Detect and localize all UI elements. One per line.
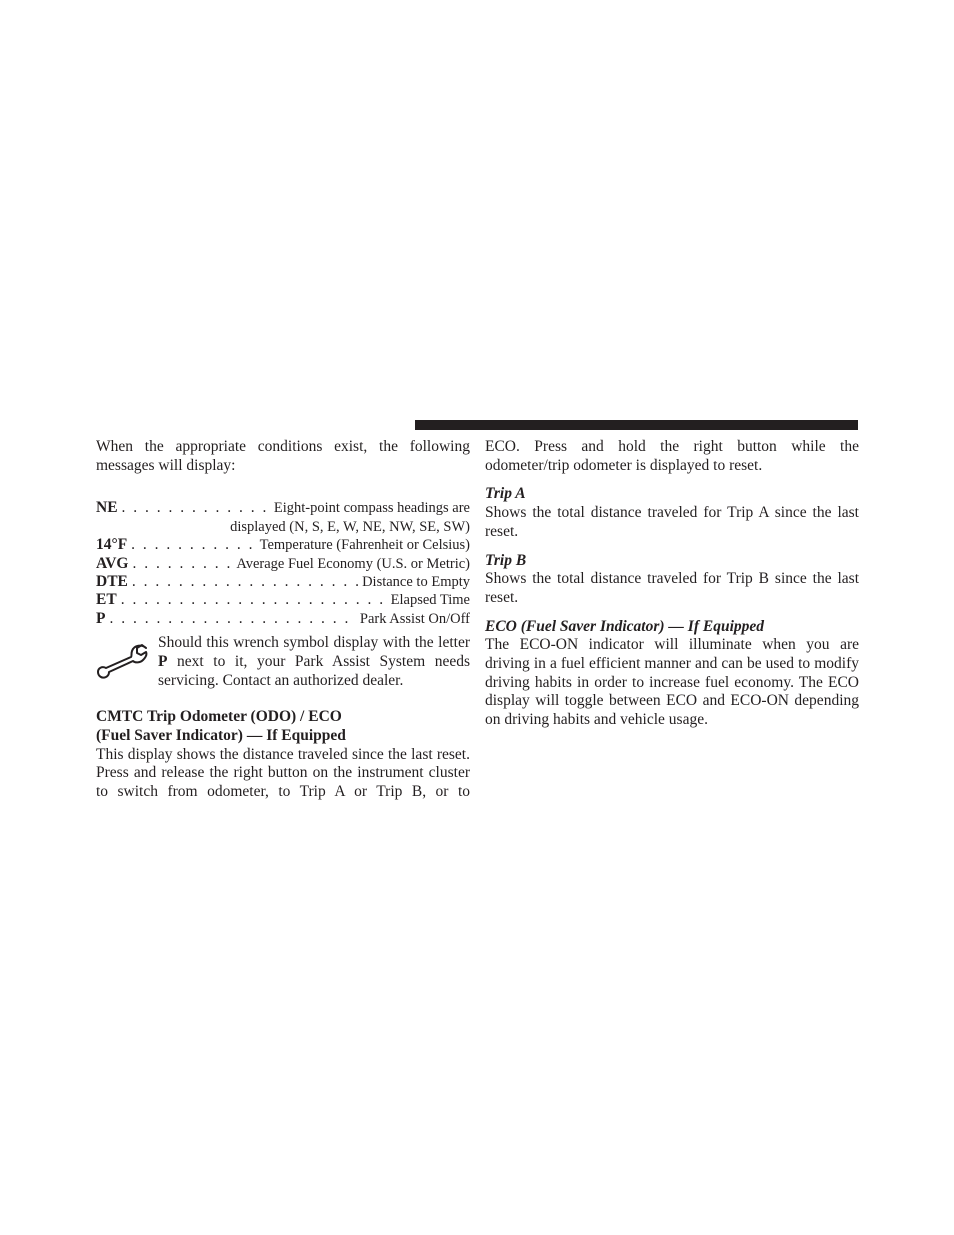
eco-title: ECO (Fuel Saver Indicator) — If Equipped	[485, 617, 765, 635]
message-definition: Distance to Empty	[362, 573, 470, 590]
dot-leader	[122, 499, 270, 518]
trip-b-body: Shows the total distance traveled for Trip B since the last reset.	[485, 570, 859, 606]
message-term: 14°F	[96, 536, 128, 554]
wrench-notice-text: Should this wrench symbol display with the letter P next to it, your Park Assist System needs servicing. Contact an authorized dealer.	[158, 634, 470, 689]
list-item	[96, 555, 470, 573]
list-item	[96, 573, 470, 591]
list-item	[96, 499, 470, 517]
message-list	[96, 499, 470, 628]
message-definition: Average Fuel Economy (U.S. or Metric)	[236, 555, 470, 572]
wrench-icon	[96, 634, 158, 690]
list-item	[96, 591, 470, 609]
message-definition: Eight-point compass headings are	[273, 500, 470, 517]
wrench-letter: P	[158, 652, 168, 670]
message-term: NE	[96, 499, 118, 517]
list-item	[96, 536, 470, 554]
message-definition: Elapsed Time	[390, 592, 470, 609]
intro-paragraph: When the appropriate conditions exist, the following messages will display:	[96, 438, 470, 474]
message-definition: Park Assist On/Off	[359, 610, 470, 627]
trip-a-title: Trip A	[485, 485, 526, 503]
message-term: ET	[96, 591, 117, 609]
message-term: P	[96, 609, 106, 627]
eco-body: The ECO-ON indicator will illuminate when you are driving in a fuel efficient manner and can be used to modify driving habits in order to increase fuel economy. The ECO display will toggle between ECO and ECO-ON depending on driving habits and vehicle usage.	[485, 636, 859, 729]
dot-leader	[132, 573, 358, 592]
continued-paragraph: ECO. Press and hold the right button while the odometer/trip odometer is displayed to reset.	[485, 438, 859, 474]
wrench-notice	[96, 634, 470, 690]
message-definition-continued: displayed (N, S, E, W, NE, NW, SE, SW)	[230, 518, 470, 535]
message-definition: Temperature (Fahrenheit or Celsius)	[259, 537, 470, 554]
right-column	[485, 438, 859, 730]
odometer-body: This display shows the distance traveled since the last reset. Press and release the right button on the instrument cluster to switch from odometer, to Trip A or Trip B, or to	[96, 745, 470, 801]
list-item	[96, 610, 470, 628]
dot-leader	[132, 555, 232, 574]
section-header-bar	[415, 420, 858, 430]
message-term: DTE	[96, 572, 128, 590]
left-column	[96, 438, 470, 802]
message-term: AVG	[96, 554, 129, 572]
section-heading: CMTC Trip Odometer (ODO) / ECO (Fuel Saver Indicator) — If Equipped	[96, 708, 346, 744]
dot-leader	[121, 591, 387, 610]
dot-leader	[109, 610, 355, 629]
trip-a-body: Shows the total distance traveled for Trip A since the last reset.	[485, 504, 859, 540]
trip-b-title: Trip B	[485, 551, 527, 569]
dot-leader	[131, 536, 255, 555]
